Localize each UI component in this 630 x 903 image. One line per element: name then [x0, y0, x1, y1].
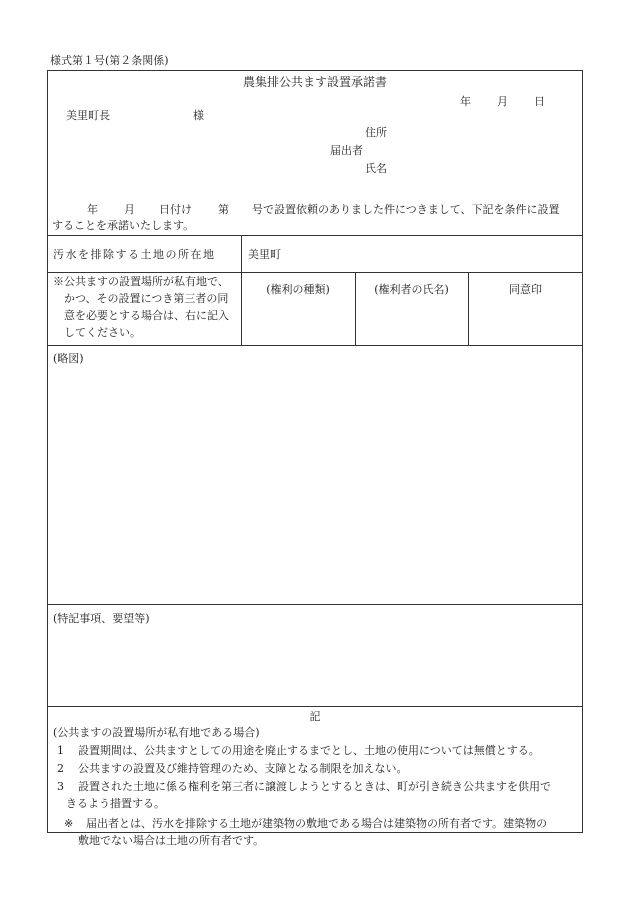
condition-number: 2	[57, 762, 64, 775]
consent-note-line-3: 意を必要とする場合は、右に記入	[64, 309, 229, 322]
location-label: 汚水を排除する土地の所在地	[53, 248, 216, 261]
date-month: 月	[497, 95, 508, 108]
separator-after-special	[47, 706, 583, 707]
request-year: 年	[87, 203, 98, 216]
notifier-address-label: 住所	[365, 126, 387, 139]
condition-text-continued: きるよう措置する。	[66, 797, 165, 810]
consent-col-holder-name: (権利者の氏名)	[374, 283, 449, 296]
condition-number: 3	[57, 780, 64, 793]
consent-note-line-2: かつ、その設置につき第三者の同	[64, 292, 229, 305]
separator-after-location	[47, 272, 583, 273]
consent-note-line-1: ※公共ますの設置場所が私有地で、	[53, 275, 229, 288]
document-title: 農集排公共ます設置承諾書	[242, 75, 387, 89]
notifier-label: 届出者	[330, 144, 363, 157]
condition-number: 1	[57, 744, 64, 757]
consent-col-divider-1	[355, 272, 356, 345]
footnote-line-2: 敷地でない場合は土地の所有者です。	[78, 834, 265, 847]
consent-col-seal: 同意印	[509, 283, 542, 296]
footnote-mark: ※	[64, 817, 74, 830]
separator-after-sketch	[47, 604, 583, 605]
consent-col-right-type: (権利の種類)	[266, 283, 330, 296]
date-day: 日	[534, 95, 545, 108]
request-line2: することを承諾いたします。	[52, 219, 195, 232]
request-day-attached: 日付け	[159, 203, 192, 216]
footnote-line-1: 届出者とは、汚水を排除する土地が建築物の敷地である場合は建築物の所有者です。建築物の	[86, 817, 548, 830]
consent-col-divider-2	[468, 272, 469, 345]
condition-text: 設置された土地に係る権利を第三者に譲渡しようとするときは、町が引き続き公共ますを供用で	[78, 780, 551, 793]
special-notes-label: (特記事項、要望等)	[53, 612, 150, 625]
addressee-honorific: 様	[193, 109, 204, 122]
location-value: 美里町	[248, 248, 281, 261]
consent-note-line-4: してください。	[64, 326, 141, 339]
request-line1-rest: 号で設置依頼のありました件につきまして、下記を条件に設置	[252, 203, 560, 216]
condition-text: 設置期間は、公共ますとしての用途を廃止するまでとし、土地の使用については無償とする。	[78, 744, 540, 757]
separator-after-consent	[47, 345, 583, 346]
sketch-label: (略図)	[53, 352, 84, 365]
form-number-label: 様式第１号(第２条関係)	[50, 54, 169, 67]
conditions-intro: (公共ますの設置場所が私有地である場合)	[53, 726, 260, 739]
conditions-heading: 記	[309, 710, 321, 723]
date-year: 年	[460, 95, 471, 108]
request-no-prefix: 第	[218, 203, 229, 216]
addressee-name: 美里町長	[66, 109, 110, 122]
separator-after-header	[47, 235, 583, 236]
notifier-name-label: 氏名	[365, 162, 387, 175]
request-month: 月	[124, 203, 135, 216]
condition-text: 公共ますの設置及び維持管理のため、支障となる制限を加えない。	[78, 762, 408, 775]
